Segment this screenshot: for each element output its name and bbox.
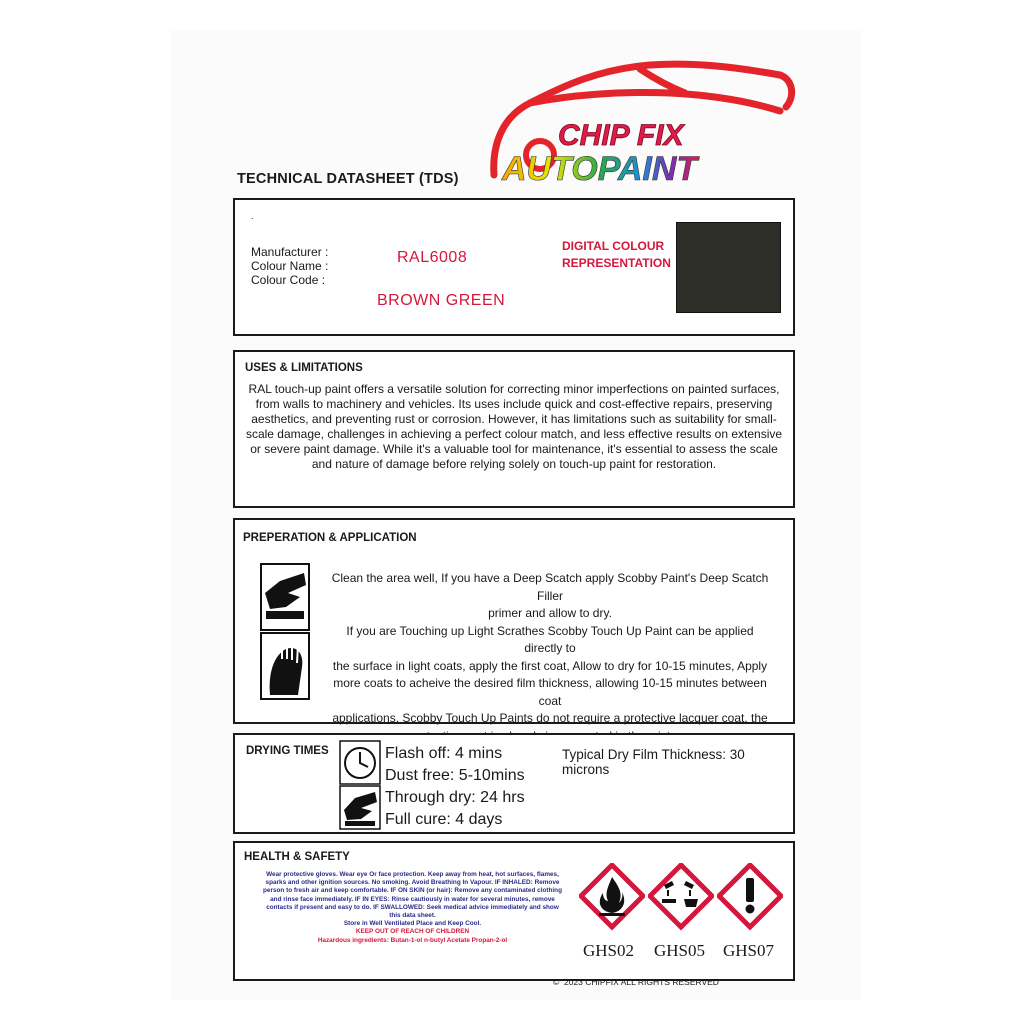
prep-line: more coats to acheive the desired film thickness, allowing 10-15 minutes between coat [333,676,767,708]
prep-title: PREPERATION & APPLICATION [243,532,417,544]
corrosion-icon [648,863,714,935]
health-line: and rinse face immediately. IF IN EYES: Rinse cautiously in water for several minutes, remove [270,895,555,903]
drying-times-box [233,733,795,834]
digital-colour-line1: DIGITAL COLOUR [562,239,665,253]
film-thickness: Typical Dry Film Thickness: 30 microns [562,747,745,777]
uses-limitations-box [233,350,795,508]
uses-line: and nature of damage before relying solely on touch-up paint for restoration. [311,457,717,471]
colour-name-label: Colour Name : [251,259,329,273]
drying-title: DRYING TIMES [246,745,329,757]
copyright-text: 2023 CHIPFIX ALL RIGHTS RESERVED [564,977,719,987]
uses-text [235,382,793,472]
uses-line: RAL touch-up paint offers a versatile solution for correcting minor imperfections on painted surfaces, [248,382,780,396]
drying-dust-free: Dust free: 5-10mins [385,767,525,784]
copyright [553,977,719,987]
prep-icons [260,563,310,700]
preparation-box [233,518,795,724]
dot-mark: . [251,211,254,221]
ghs02-label: GHS02 [583,941,635,960]
uses-title: USES & LIMITATIONS [245,362,363,374]
health-line: Wear protective gloves. Wear eye Or face protection. Keep away from heat, hot surfaces, flames, [266,871,559,878]
health-line: contacts if present and easy to do. IF SWALLOWED: Seek medical advice immediately and show [266,903,559,911]
children-warning: KEEP OUT OF REACH OF CHILDREN [355,928,470,936]
page-title: TECHNICAL DATASHEET (TDS) [237,171,459,187]
exclamation-icon [717,863,783,935]
storage-note: Store in Well Ventilated Place and Keep Cool. [343,920,482,928]
prep-line: If you are Touching up Light Scrathes Scobby Touch Up Paint can be applied directly to [346,623,754,655]
colour-code-value: RAL6008 [397,249,468,266]
copyright-symbol: © [553,977,564,987]
colour-code-label: Colour Code : [251,273,326,287]
logo-line2: AUTOPAINT [502,150,698,188]
prep-line: Clean the area well, If you have a Deep Scatch apply Scobby Paint's Deep Scatch Filler [331,571,769,603]
uses-line: or severe paint damage. While it's a valuable tool for maintenance, it's essential to assess the scale [250,442,778,456]
prep-line: the surface in light coats, apply the first coat, Allow to dry for 10-15 minutes, Apply [332,658,768,673]
colour-swatch [676,222,781,313]
drying-through-dry: Through dry: 24 hrs [385,789,525,806]
drying-icons [339,740,381,830]
digital-colour-line2: REPRESENTATION [562,256,671,270]
health-safety-box [233,841,795,981]
uses-line: aesthetics, and preventing rust or corrosion. However, it has limitations such as suitability for small- [251,412,777,426]
prep-line: applications. Scobby Touch Up Paints do not require a protective lacquer coat, the [332,711,768,725]
prep-line: primer and allow to dry. [488,606,612,620]
ghs07-label: GHS07 [723,941,775,960]
health-text [245,871,580,945]
drying-flash-off: Flash off: 4 mins [385,745,503,762]
colour-info-box [233,198,795,336]
logo-line1: CHIP FIX [558,119,684,152]
prep-text [329,570,771,745]
hand-sanding-icon [260,563,310,700]
health-title: HEALTH & SAFETY [244,851,350,863]
colour-name-value: BROWN GREEN [377,292,506,309]
drying-full-cure: Full cure: 4 days [385,811,503,828]
flame-icon [579,863,645,935]
health-line: this data sheet. [389,912,436,920]
ghs05-label: GHS05 [654,941,706,960]
uses-line: from walls to machinery and vehicles. Its uses include quick and cost-effective repairs, preserving [255,397,773,411]
health-line: sparks and other ignition sources. No smoking. Avoid Breathing In Vapour. IF INHALED: Remove [265,879,560,887]
uses-line: scale damage, challenges in achieving a perfect colour match, and less effective results on extensive [245,427,783,441]
hazardous-ingredients: Hazardous ingredients: Butan-1-ol n-butyl Acetate Propan-2-ol [317,936,508,944]
manufacturer-label: Manufacturer : [251,245,329,259]
chip-fix-logo [480,55,800,190]
health-line: person to fresh air and keep comfortable. IF ON SKIN (or hair): Remove any contaminated clothing [263,887,562,895]
